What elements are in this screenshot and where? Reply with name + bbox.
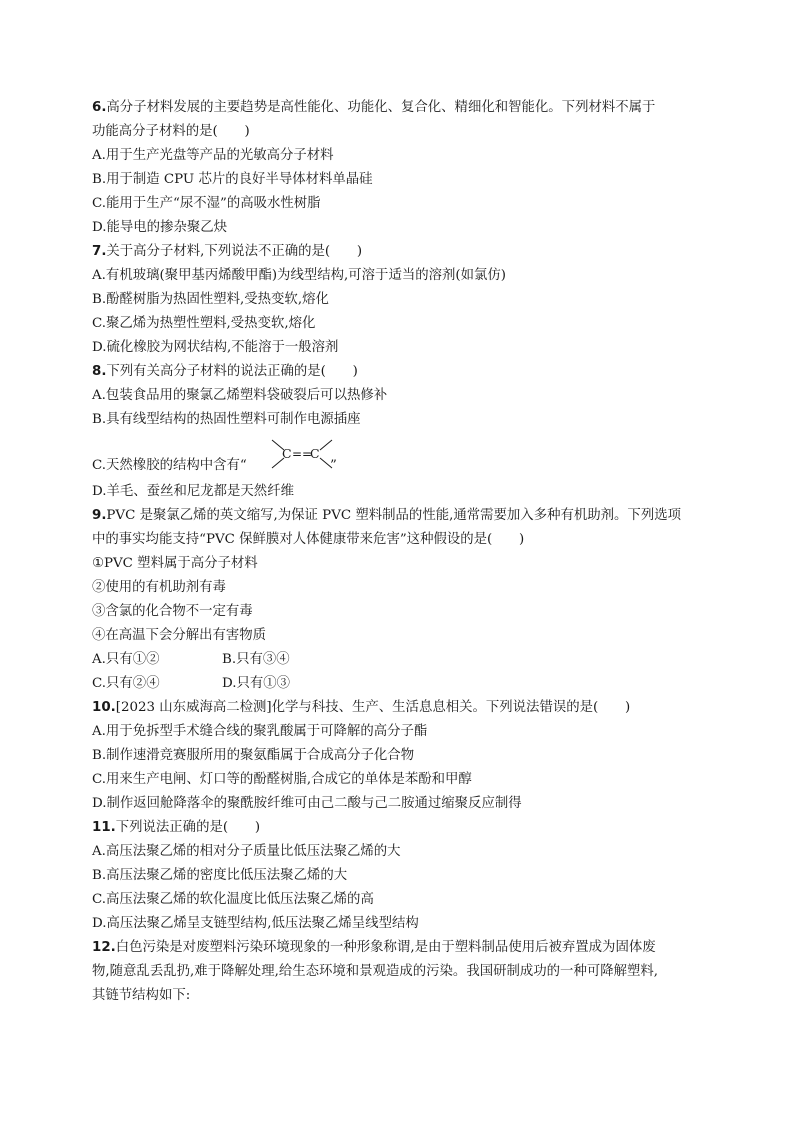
q11-option-d: D.高压法聚乙烯呈支链型结构,低压法聚乙烯呈线型结构 [92,916,419,931]
q12-stem-line-1: 12.白色污染是对废塑料污染环境现象的一种形象称谓,是由于塑料制品使用后被弃置成为固体废 [92,940,656,955]
q8-option-c-prefix: C.天然橡胶的结构中含有“ [92,458,247,473]
q12-stem-line-2: 物,随意乱丢乱扔,难于降解处理,给生态环境和景观造成的污染。我国研制成功的一种可降解塑料, [92,964,659,979]
q10-option-a: A.用于免拆型手术缝合线的聚乳酸属于可降解的高分子酯 [92,724,428,739]
q11-option-c: C.高压法聚乙烯的软化温度比低压法聚乙烯的高 [92,892,374,907]
bond-lower-right [320,458,332,468]
q10-option-c: C.用来生产电闸、灯口等的酚醛树脂,合成它的单体是苯酚和甲醇 [92,772,472,787]
q6-option-a: A.用于生产光盘等产品的光敏高分子材料 [92,148,334,163]
q9-statement-4: ④在高温下会分解出有害物质 [92,628,267,643]
q10-option-b: B.制作速滑竞赛服所用的聚氨酯属于合成高分子化合物 [92,748,415,763]
alkene-structure-diagram [262,434,352,474]
q10-option-d: D.制作返回舱降落伞的聚酰胺纤维可由己二酸与己二胺通过缩聚反应制得 [92,796,522,811]
q12-stem-line-3: 其链节结构如下: [92,988,191,1003]
q6-number: 6. [92,100,107,115]
q8-option-b: B.具有线型结构的热固性塑料可制作电源插座 [92,412,361,427]
q7-option-b: B.酚醛树脂为热固性塑料,受热变软,熔化 [92,292,329,307]
bond-upper-right [320,440,332,450]
q9-option-d: D.只有①③ [222,676,291,691]
q9-statement-2: ②使用的有机助剂有毒 [92,580,226,595]
q11-option-a: A.高压法聚乙烯的相对分子质量比低压法聚乙烯的大 [92,844,401,859]
q9-stem-line-2: 中的事实均能支持“PVC 保鲜膜对人体健康带来危害”这种假设的是( ) [92,532,525,547]
carbon-left: C [282,446,292,461]
double-bond: == [292,447,313,461]
q11-option-b: B.高压法聚乙烯的密度比低压法聚乙烯的大 [92,868,348,883]
q9-statement-3: ③含氯的化合物不一定有毒 [92,604,253,619]
q8-number: 8. [92,364,107,379]
q9-option-a: A.只有①② [92,652,160,667]
q8-option-c-suffix: ” [330,458,337,473]
q9-statement-1: ①PVC 塑料属于高分子材料 [92,556,258,571]
q11-stem-line-1: 11.下列说法正确的是( ) [92,820,261,835]
q9-stem-line-1: 9.PVC 是聚氯乙烯的英文缩写,为保证 PVC 塑料制品的性能,通常需要加入多种有机助剂。下列选项 [92,508,681,523]
q6-option-d: D.能导电的掺杂聚乙炔 [92,220,228,235]
q6-stem-line-2: 功能高分子材料的是( ) [92,124,250,139]
q7-option-d: D.硫化橡胶为网状结构,不能溶于一般溶剂 [92,340,339,355]
q10-stem-line-1: 10.[2023 山东威海高二检测]化学与科技、生产、生活息息相关。下列说法错误的是( ) [92,700,631,715]
q6-option-b: B.用于制造 CPU 芯片的良好半导体材料单晶硅 [92,172,373,187]
q7-option-c: C.聚乙烯为热塑性塑料,受热变软,熔化 [92,316,316,331]
q7-stem-line-1: 7.关于高分子材料,下列说法不正确的是( ) [92,244,363,259]
q7-option-a: A.有机玻璃(聚甲基丙烯酸甲酯)为线型结构,可溶于适当的溶剂(如氯仿) [92,268,507,283]
q9-option-b: B.只有③④ [222,652,290,667]
q6-stem-line-1: 6.高分子材料发展的主要趋势是高性能化、功能化、复合化、精细化和智能化。下列材料不属于 [92,100,656,115]
q9-number: 9. [92,508,107,523]
carbon-right: C [310,446,320,461]
q8-stem-line-1: 8.下列有关高分子材料的说法正确的是( ) [92,364,358,379]
q10-number: 10. [92,700,116,715]
q7-number: 7. [92,244,107,259]
q8-option-d: D.羊毛、蚕丝和尼龙都是天然纤维 [92,484,294,499]
q11-number: 11. [92,820,116,835]
q6-option-c: C.能用于生产“尿不湿”的高吸水性树脂 [92,196,321,211]
q12-number: 12. [92,940,116,955]
q9-option-c: C.只有②④ [92,676,160,691]
q8-option-a: A.包装食品用的聚氯乙烯塑料袋破裂后可以热修补 [92,388,388,403]
